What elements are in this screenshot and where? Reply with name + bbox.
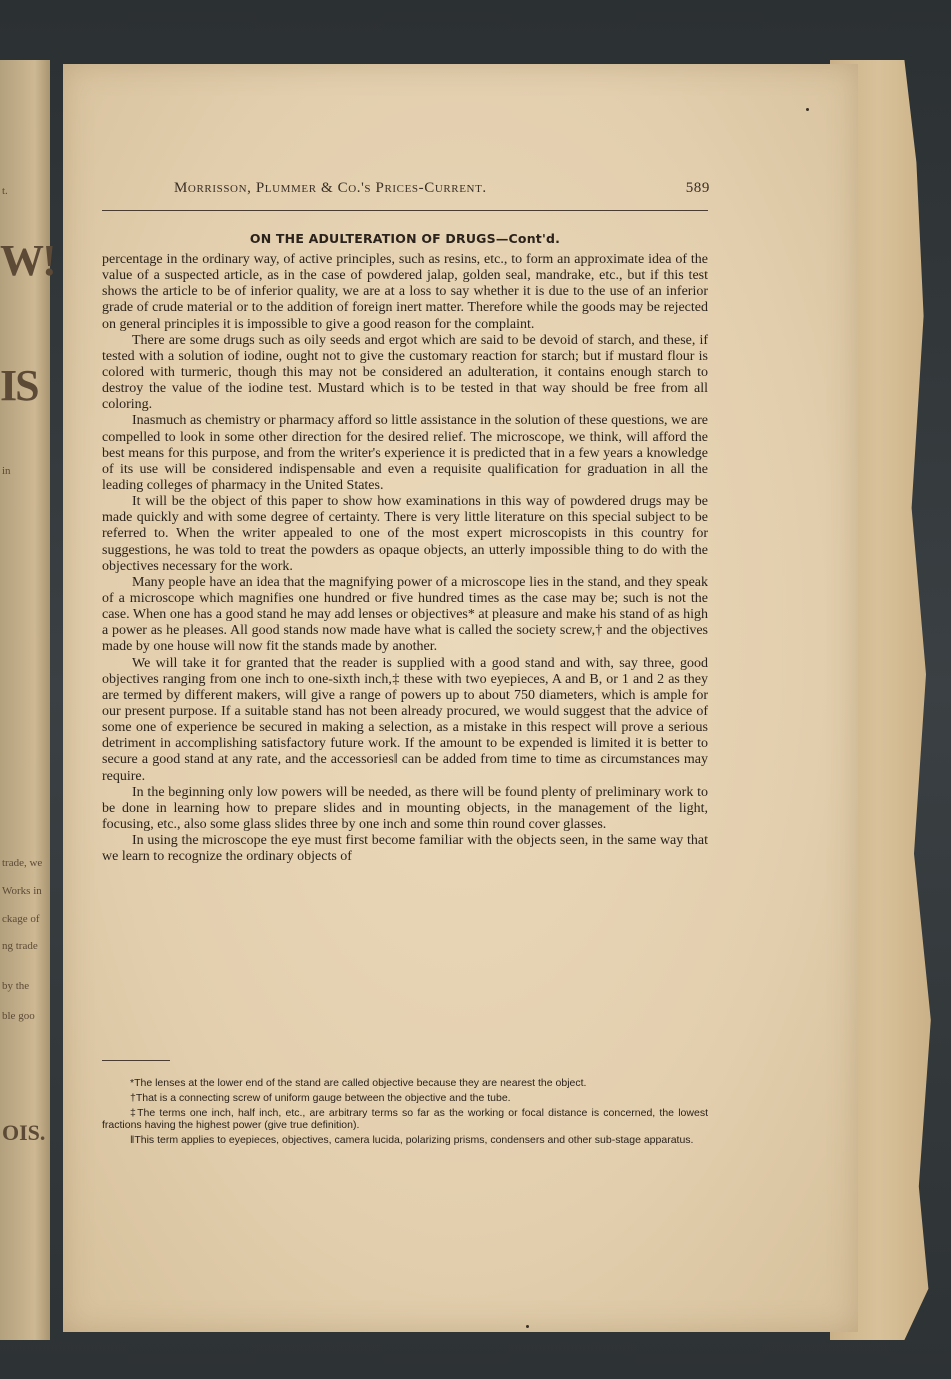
footnote: ‡The terms one inch, half inch, etc., are arbitrary terms so far as the working or focal distance is concerned, the lowest fractions having the highest power (give true definition). — [102, 1107, 708, 1132]
facing-page-fragment: OIS. — [2, 1120, 46, 1145]
paper-speck — [806, 108, 809, 111]
facing-page-fragment: IS — [0, 361, 38, 410]
facing-page-fragment: W! — [0, 236, 55, 285]
facing-page-fragment: by the — [2, 980, 30, 992]
paragraph: percentage in the ordinary way, of active principles, such as resins, etc., to form an approximate idea of the value of a suspected article, as in the case of powdered jalap, golden seal, mandrake, etc., but if this test shows the article to be of inferior quality, we are at a loss to say whether it is due to the use of an inferior grade of crude material or to the addition of foreign inert matter. Therefore while the goods may be rejected on general principles it is impossible to give a good reason for the complaint. — [102, 252, 708, 332]
page-number: 589 — [685, 180, 710, 196]
facing-page-fragment: ng trade — [2, 940, 38, 952]
facing-page-fragment: in — [2, 465, 11, 477]
paragraph: In using the microscope the eye must first become familiar with the objects seen, in the same way that we learn to recognize the ordinary objects of — [102, 833, 708, 865]
running-head — [174, 180, 710, 197]
facing-page-fragment: t. — [2, 185, 8, 197]
facing-page-edge — [0, 60, 55, 1340]
section-title: ON THE ADULTERATION OF DRUGS—Cont'd. — [249, 231, 561, 246]
facing-page-fragment: trade, we — [2, 857, 43, 869]
facing-page-fragment: ckage of — [2, 913, 40, 925]
paragraph: In the beginning only low powers will be needed, as there will be found plenty of preliminary work to be done in learning how to prepare slides and in mounting objects, in the management of the light, focusing, etc., also some glass slides three by one inch and some thin round cover glasses. — [102, 784, 708, 832]
running-head-title: Morrisson, Plummer & Co.'s Prices-Current. — [174, 180, 487, 196]
paragraph: Inasmuch as chemistry or pharmacy afford so little assistance in the solution of these questions, we are compelled to look in some other direction for the desired relief. The microscope, we think, will afford the best means for this purpose, and from the writer's experience it is predicted that in a few years a knowledge of its use will be considered indispensable and even a requisite qualification for graduation in all the leading colleges of pharmacy in the United States. — [102, 413, 708, 493]
paragraph: It will be the object of this paper to show how examinations in this way of powdered drugs may be made quickly and with some degree of certainty. There is very little literature on this special subject to be referred to. When the writer appealed to one of the most expert microscopists in this country for suggestions, he was told to treat the powders as opaque objects, an utterly impossible thing to do with the objectives necessary for the work. — [102, 494, 708, 574]
header-rule — [102, 210, 708, 211]
paragraph: Many people have an idea that the magnifying power of a microscope lies in the stand, and they speak of a microscope which magnifies one hundred or five hundred times as the case may be; such is not the case. When one has a good stand he may add lenses or objectives* at pleasure and make his stand of as high a power as he pleases. All good stands now made have what is called the society screw,† and the objectives made by one house will now fit the stands made by another. — [102, 574, 708, 655]
footnote: †That is a connecting screw of uniform gauge between the objective and the tube. — [130, 1092, 511, 1105]
footnotes — [102, 1077, 708, 1149]
paper-speck — [526, 1325, 529, 1328]
paragraph: We will take it for granted that the reader is supplied with a good stand and with, say three, good objectives ranging from one inch to one-sixth inch,‡ these with two eyepieces, A and B, or 1 and 2 as they are termed by different makers, will give a range of powers up to about 750 diameters, which is ample for our present purpose. If a suitable stand has not been already procured, we would suggest that the advice of some one of experience be secured in making a selection, as a mistake in this respect will prove a serious detriment in accomplishing satisfactory future work. If the amount to be expended is limited it is better to secure a good stand at any rate, and the accessories‖ can be added from time to time as circumstances may require. — [102, 655, 708, 784]
footnote: ‖This term applies to eyepieces, objectives, camera lucida, polarizing prisms, condensers and other sub-stage apparatus. — [130, 1134, 694, 1147]
paragraph: There are some drugs such as oily seeds and ergot which are said to be devoid of starch, and these, if tested with a solution of iodine, ought not to give the customary reaction for starch; but if mustard flour is colored with turmeric, though this may not be considered an adulteration, it contains enough starch to destroy the value of the iodine test. Mustard which is to be tested in that way should be free from all coloring. — [102, 332, 708, 413]
facing-page-fragment: ble goo — [2, 1010, 35, 1022]
article-body — [102, 252, 708, 865]
footnote-rule — [102, 1060, 170, 1061]
facing-page-fragment: Works in — [2, 885, 42, 897]
footnote: *The lenses at the lower end of the stand are called objective because they are nearest the object. — [130, 1077, 587, 1089]
